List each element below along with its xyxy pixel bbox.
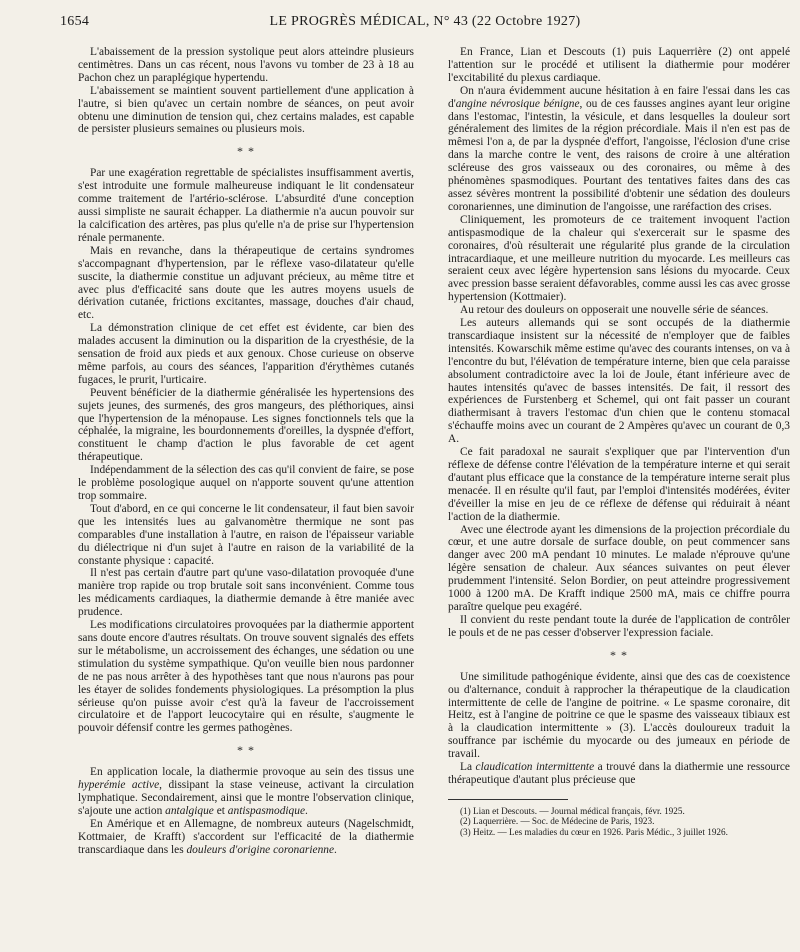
italic-term: antispasmodique xyxy=(227,804,306,817)
footnote-rule xyxy=(448,799,568,800)
left-column xyxy=(78,46,414,857)
text-run: En Amérique et en Allemagne, de nombreux auteurs (Nagelschmidt, Kottmaier, de Krafft) s'accordent sur l'efficacité de la diathermie transcardiaque dans les xyxy=(78,817,414,856)
paragraph: En France, Lian et Descouts (1) puis Laquerrière (2) ont appelé l'attention sur le procédé et utilisent la diathermie pour modérer l'excitabilité du plexus cardiaque. xyxy=(448,46,790,84)
footnote: (3) Heitz. — Les maladies du cœur en 1926. Paris Médic., 3 juillet 1926. xyxy=(460,827,728,838)
text-run: On n'aura évidemment aucune hésitation à en faire l'essai dans les cas d' xyxy=(448,84,790,110)
paragraph xyxy=(448,85,790,214)
running-header xyxy=(60,14,790,36)
text-run: . xyxy=(305,804,308,817)
paragraph: Il n'est pas certain d'autre part qu'une vaso-dilatation provoquée d'une manière trop rapide ou trop brutale soit sans inconvénient. Comme tous les médicaments cardiaques, la diathermie demande à être maniée avec prudence. xyxy=(78,567,414,619)
paragraph: Une similitude pathogénique évidente, ainsi que des cas de coexistence ou d'alternance, conduit à rapprocher la thérapeutique de la claudication intermittente de celle de l'angine de poitrine. « Le spasme coronaire, dit Heitz, est à l'angine de poitrine ce que le spasme des vaisseaux tibiaux est à la claudication intermittente » (3). L'accès douloureux traduit la souffrance par ischémie du myocarde ou des jumeaux en période de travail. xyxy=(448,670,790,761)
right-column xyxy=(448,46,790,838)
paragraph: Indépendamment de la sélection des cas qu'il convient de faire, se pose le problème posologique auquel on n'apporte souvent qu'une attention trop sommaire. xyxy=(78,464,414,502)
paragraph: L'abaissement se maintient souvent partiellement d'une application à l'autre, si bien qu'avec un certain nombre de séances, on peut avoir obtenu une diminution de tension qui, chez certains malades, est capable de persister plusieurs semaines ou plusieurs mois. xyxy=(78,84,414,136)
text-run: . xyxy=(334,843,337,856)
page-number: 1654 xyxy=(60,14,90,29)
paragraph: Il convient du reste pendant toute la durée de l'application de contrôler le pouls et de ne pas cesser d'observer l'expression faciale. xyxy=(448,613,790,639)
text-run: En application locale, la diathermie provoque au sein des tissus une xyxy=(90,766,414,779)
paragraph xyxy=(448,761,790,787)
section-separator: * * xyxy=(237,743,255,758)
paragraph: Au retour des douleurs on opposerait une nouvelle série de séances. xyxy=(460,304,769,317)
paragraph: Peuvent bénéficier de la diathermie généralisée les hypertensions des sujets jeunes, des surmenés, des gros mangeurs, des pléthoriques, ainsi que l'hypertension de la ménopause. Les signes fonctionnels tels que la céphalée, la migraine, les bourdonnements d'oreilles, la dyspnée d'effort, constituent le champ d'action le plus favorable de cet agent thérapeutique. xyxy=(78,386,414,464)
italic-term: claudication intermittente xyxy=(475,761,595,774)
paragraph: Cliniquement, les promoteurs de ce traitement invoquent l'action antispasmodique de la chaleur qui s'exercerait sur le spasme des coronaires, d'où résulterait une régularité plus grande de la circulation intracardiaque, et une meilleure nutrition du myocarde. Les meilleurs cas seraient ceux avec légère hypertension sans lésions du myocarde. Ceux avec pression basse seraient défavorables, comme aussi les cas avec grosse hypertension (Kottmaier). xyxy=(448,213,790,304)
section-separator: * * xyxy=(610,647,628,662)
paragraph xyxy=(78,818,414,857)
section-separator: * * xyxy=(237,144,255,159)
paragraph: Les modifications circulatoires provoquées par la diathermie apportent sans doute encore d'autres résultats. On trouve souvent signalés des effets sur le métabolisme, un accroissement des échanges, une sédation ou une stimulation du système sympathique. Qu'on veuille bien nous pardonner de ne pas nous arrêter à des hypothèses tant que nous n'aurons pas pour les étayer de solides fondements physiologiques. La présomption la plus sérieuse qu'on puisse avoir c'est qu'à la faveur de l'accroissement circulatoire et de l'apport leucocytaire qui en résulte, s'augmente le pouvoir défensif contre les germes pathogènes. xyxy=(78,619,414,735)
journal-title: LE PROGRÈS MÉDICAL, N° 43 (22 Octobre 1927) xyxy=(269,14,581,29)
paragraph: La démonstration clinique de cet effet est évidente, car bien des malades accusent la diminution ou la disparition de la cryesthésie, de la sensation de froid aux pieds et aux genoux. Chose curieuse on observe même parfois, au cours des séances, l'apparition d'érythèmes cutanés fugaces, le prurit, l'urticaire. xyxy=(78,322,414,386)
italic-term: hyperémie active xyxy=(78,779,160,792)
text-run: , dissipant la stase veineuse, activant la circulation lymphatique. Secondairement, ainsi que le montre l'observation clinique, s'ajoute une action xyxy=(78,779,414,817)
text-run: La xyxy=(460,761,476,774)
text-run: et xyxy=(213,804,228,817)
italic-term: douleurs d'origine coronarienne xyxy=(186,843,335,856)
paragraph xyxy=(78,766,414,818)
text-run: , ou de ces fausses angines ayant leur origine dans l'estomac, l'intestin, la vésicule, et dans lesquelles la douleur sort généralement des limites de la région précordiale. Mais il n'en est pas de mêmesi l'on a, de par la dyspnée d'effort, l'angoisse, l'éclosion d'une crise dans la marche contre le vent, des raisons de croire à une altération scléreuse des gros vaisseaux ou des coronaires, ou même à des phénomènes spasmodiques. Pourtant des tentatives faites dans des cas assez sévères montrent la possibilité d'obtenir une sédation des douleurs coronariennes, une diminution de l'angoisse, une raréfaction des crises. xyxy=(448,97,791,213)
paragraph: Les auteurs allemands qui se sont occupés de la diathermie transcardiaque insistent sur la nécessité de n'employer que de faibles intensités. Kowarschik même estime qu'avec des courants intenses, on va à l'encontre du but, l'élévation de température interne, bien que cela paraisse absolument contradictoire avec la loi de Joule, étant inférieure avec de hautes intensités qu'avec de basses intensités. De fait, il ressort des expériences de Furstenberg et Schemel, qui ont fait passer un courant diathermisant à travers l'estomac d'un chien que le contenu stomacal s'échauffe moins avec un courant de 2 Ampères qu'avec un courant de 0,3 A. xyxy=(448,317,790,446)
paragraph: Tout d'abord, en ce qui concerne le lit condensateur, il faut bien savoir que les intensités lues au galvanomètre thermique ne sont pas comparables d'une installation à l'autre, en raison de l'épaisseur variable du diélectrique ni d'un sujet à l'autre en raison de la variabilité de la constante physique : capacité. xyxy=(78,502,414,567)
paragraph: Avec une électrode ayant les dimensions de la projection précordiale du cœur, et une autre dorsale de surface double, on peut commencer sans danger avec 200 mA pendant 10 minutes. Le malade n'éprouve qu'une légère sensation de chaleur. Aux séances suivantes on peut élever prudemment l'intensité. Selon Bordier, on peut atteindre progressivement 1000 à 1200 mA. De Krafft indique 2500 mA, mais ce chiffre pourra paraître quelque peu exagéré. xyxy=(448,523,790,613)
text-run: a trouvé dans la diathermie une ressource thérapeutique d'autant plus précieuse que xyxy=(448,761,790,786)
paragraph: Mais en revanche, dans la thérapeutique de certains syndromes s'accompagnant d'hypertension, par le réflexe vaso-dilatateur qu'elle suscite, la diathermie constitue un adjuvant précieux, au même titre et avec plus d'efficacité sans doute que les autres moyens usuels de dérivation cutanée, frictions excitantes, massage, douches d'air chaud, etc. xyxy=(78,244,414,322)
paragraph: Par une exagération regrettable de spécialistes insuffisamment avertis, s'est introduite une formule malheureuse indiquant le lit condensateur comme traitement de l'artério-sclérose. L'absurdité d'une conception aussi simpliste ne saurait échapper. La diathermie n'a aucun pouvoir sur la calcification des artères, pas plus qu'elle n'a de prise sur l'hypertension rénale permanente. xyxy=(78,167,414,244)
footnote: (1) Lian et Descouts. — Journal médical français, févr. 1925. xyxy=(460,805,685,816)
italic-term: antalgique xyxy=(165,804,214,817)
paragraph: Ce fait paradoxal ne saurait s'expliquer que par l'intervention d'un réflexe de défense contre l'élévation de la température interne et qui serait d'autant plus efficace que la constance de la température interne serait plus menacée. Il en résulte qu'il faut, par l'emploi d'intensités modérées, éviter d'éveiller la mise en jeu de ce réflexe de défense qui réduirait à néant l'action de la diathermie. xyxy=(448,446,790,523)
paragraph: L'abaissement de la pression systolique peut alors atteindre plusieurs centimètres. Dans un cas récent, nous l'avons vu tomber de 23 à 18 au Pachon chez un paraplégique hypertendu. xyxy=(78,46,414,84)
footnotes xyxy=(448,806,790,838)
italic-term: angine névrosique bénigne xyxy=(455,97,580,110)
footnote: (2) Laquerrière. — Soc. de Médecine de Paris, 1923. xyxy=(460,816,655,827)
